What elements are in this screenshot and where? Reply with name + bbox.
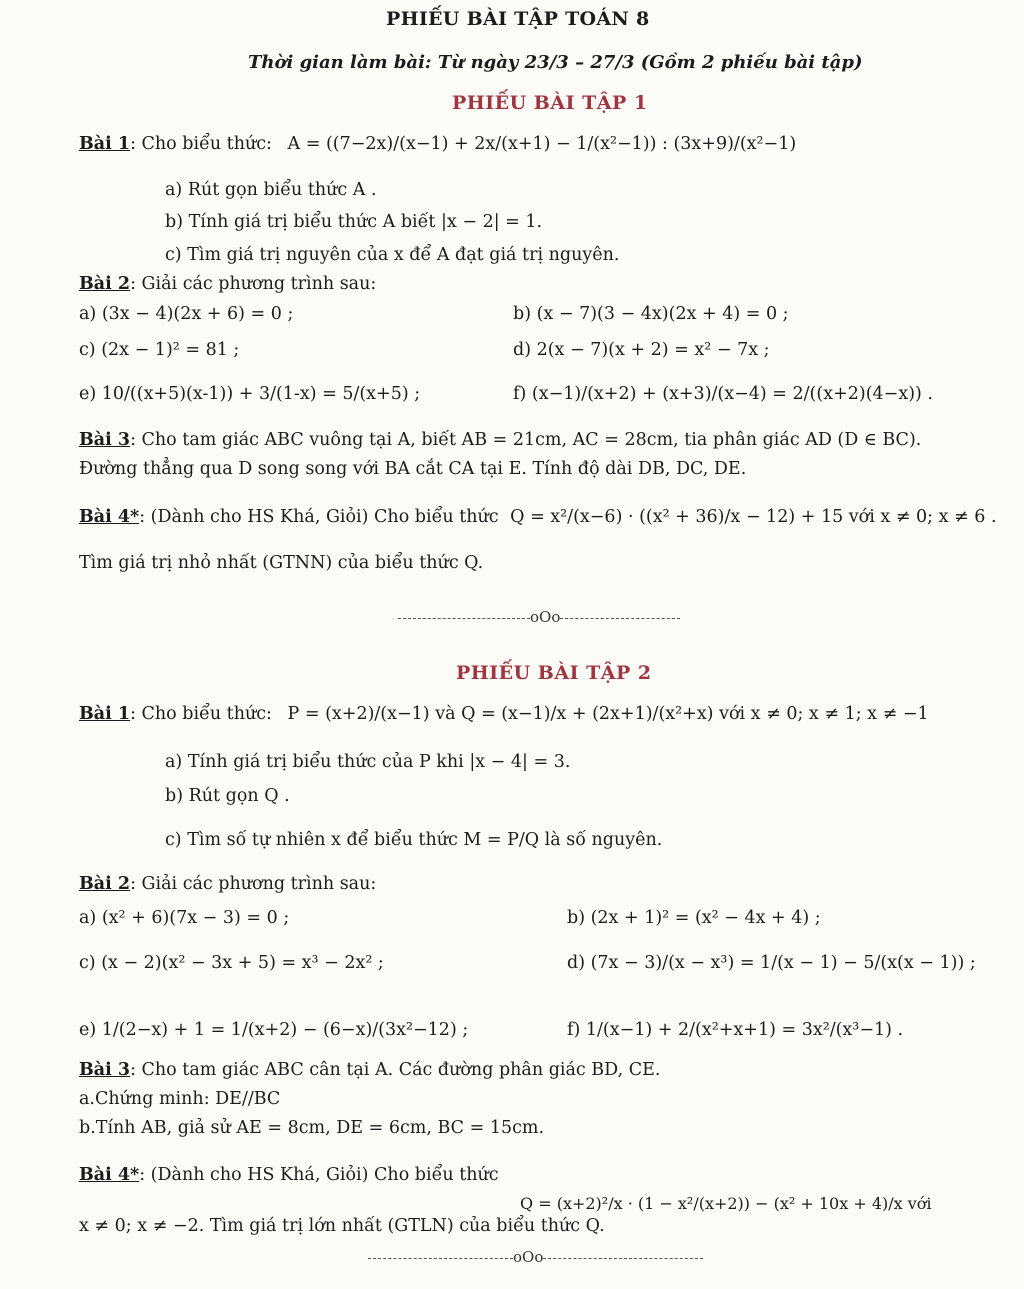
sheet2-bai2-c: c) (x − 2)(x² − 3x + 5) = x³ − 2x² ;: [79, 953, 384, 973]
sheet1-bai1-b: b) Tính giá trị biểu thức A biết |x − 2| = 1.: [165, 212, 543, 232]
sheet1-bai4: [79, 507, 997, 527]
sheet1-bai2-a: a) (3x − 4)(2x + 6) = 0 ;: [79, 304, 294, 324]
bai-label: Bài 2: [79, 274, 131, 294]
sheet1-bai1: [79, 134, 796, 154]
sheet1-bai2-e: e) 10/((x+5)(x-1)) + 3/(1-x) = 5/(x+5) ;: [79, 384, 421, 404]
sheet2-bai2: [79, 874, 376, 894]
bai-stem: : Giải các phương trình sau:: [130, 274, 377, 294]
sheet2-bai4: [79, 1165, 499, 1185]
sheet1-bai2-b: b) (x − 7)(3 − 4x)(2x + 4) = 0 ;: [513, 304, 789, 324]
sheet2-bai3-line3: b.Tính AB, giả sử AE = 8cm, DE = 6cm, BC = 15cm.: [79, 1118, 545, 1138]
sheet2-bai2-b: b) (2x + 1)² = (x² − 4x + 4) ;: [567, 908, 821, 928]
sheet1-bai2-d: d) 2(x − 7)(x + 2) = x² − 7x ;: [513, 340, 770, 360]
sheet1-bai2: [79, 274, 376, 294]
bai-label: Bài 1: [79, 134, 131, 154]
bai-stem: : (Dành cho HS Khá, Giỏi) Cho biểu thức: [139, 507, 499, 527]
bai-label: Bài 4*: [79, 1165, 140, 1185]
sheet2-bai2-d: d) (7x − 3)/(x − x³) = 1/(x − 1) − 5/(x(x − 1)) ;: [567, 953, 976, 973]
sheet1-bai4-line2: Tìm giá trị nhỏ nhất (GTNN) của biểu thức Q.: [79, 553, 484, 573]
bai3-line1: : Cho tam giác ABC vuông tại A, biết AB = 21cm, AC = 28cm, tia phân giác AD (D ∈ BC).: [130, 430, 922, 450]
sheet2-bai2-f: f) 1/(x−1) + 2/(x²+x+1) = 3x²/(x³−1) .: [567, 1020, 904, 1040]
bai1-expression: P = (x+2)/(x−1) và Q = (x−1)/x + (2x+1)/(x²+x) với x ≠ 0; x ≠ 1; x ≠ −1: [287, 704, 929, 724]
bai3-line1: : Cho tam giác ABC cân tại A. Các đường phân giác BD, CE.: [130, 1060, 661, 1080]
bai-label: Bài 2: [79, 874, 131, 894]
sheet2-bai1-b: b) Rút gọn Q .: [165, 786, 290, 806]
bai1-expression: A = ((7−2x)/(x−1) + 2x/(x+1) − 1/(x²−1)) : (3x+9)/(x²−1): [287, 134, 797, 154]
bai-label: Bài 3: [79, 1060, 131, 1080]
sheet2-bai3-line2: a.Chứng minh: DE//BC: [79, 1089, 281, 1109]
bai-label: Bài 4*: [79, 507, 140, 527]
bai-stem: : Giải các phương trình sau:: [130, 874, 377, 894]
sheet2-bai4-expression: Q = (x+2)²/x · (1 − x²/(x+2)) − (x² + 10x + 4)/x với: [520, 1194, 932, 1213]
sheet2-bai2-e: e) 1/(2−x) + 1 = 1/(x+2) − (6−x)/(3x²−12) ;: [79, 1020, 469, 1040]
bai-stem: : Cho biểu thức:: [130, 704, 272, 724]
bai-stem: : (Dành cho HS Khá, Giỏi) Cho biểu thức: [139, 1165, 499, 1185]
sheet1-heading: PHIẾU BÀI TẬP 1: [452, 92, 648, 114]
sheet1-bai2-f: f) (x−1)/(x+2) + (x+3)/(x−4) = 2/((x+2)(4−x)) .: [513, 384, 933, 404]
separator-text: oOo: [513, 1248, 544, 1266]
sheet2-bai1-a: a) Tính giá trị biểu thức của P khi |x − 4| = 3.: [165, 752, 571, 772]
page-title: PHIẾU BÀI TẬP TOÁN 8: [386, 8, 650, 30]
sheet1-bai1-c: c) Tìm giá trị nguyên của x để A đạt giá trị nguyên.: [165, 245, 620, 265]
sheet1-bai1-a: a) Rút gọn biểu thức A .: [165, 180, 377, 200]
sheet2-bai4-line2: x ≠ 0; x ≠ −2. Tìm giá trị lớn nhất (GTLN) của biểu thức Q.: [79, 1216, 605, 1236]
bai-label: Bài 1: [79, 704, 131, 724]
sheet2-bai3: [79, 1060, 660, 1080]
sheet2-bai1-c: c) Tìm số tự nhiên x để biểu thức M = P/Q là số nguyên.: [165, 830, 663, 850]
separator-text: oOo: [530, 608, 561, 626]
sheet1-separator: [398, 608, 680, 626]
sheet2-bai1: [79, 704, 929, 724]
sheet2-separator: [368, 1248, 703, 1266]
bai4-expression: Q = x²/(x−6) · ((x² + 36)/x − 12) + 15 với x ≠ 0; x ≠ 6 .: [510, 507, 997, 527]
bai-label: Bài 3: [79, 430, 131, 450]
sheet1-bai2-c: c) (2x − 1)² = 81 ;: [79, 340, 240, 360]
sheet1-bai3: [79, 430, 921, 450]
sheet2-heading: PHIẾU BÀI TẬP 2: [456, 662, 652, 684]
sheet1-bai3-line2: Đường thẳng qua D song song với BA cắt CA tại E. Tính độ dài DB, DC, DE.: [79, 459, 747, 479]
page-subtitle: Thời gian làm bài: Từ ngày 23/3 – 27/3 (Gồm 2 phiếu bài tập): [248, 52, 863, 73]
bai-stem: : Cho biểu thức:: [130, 134, 272, 154]
sheet2-bai2-a: a) (x² + 6)(7x − 3) = 0 ;: [79, 908, 290, 928]
